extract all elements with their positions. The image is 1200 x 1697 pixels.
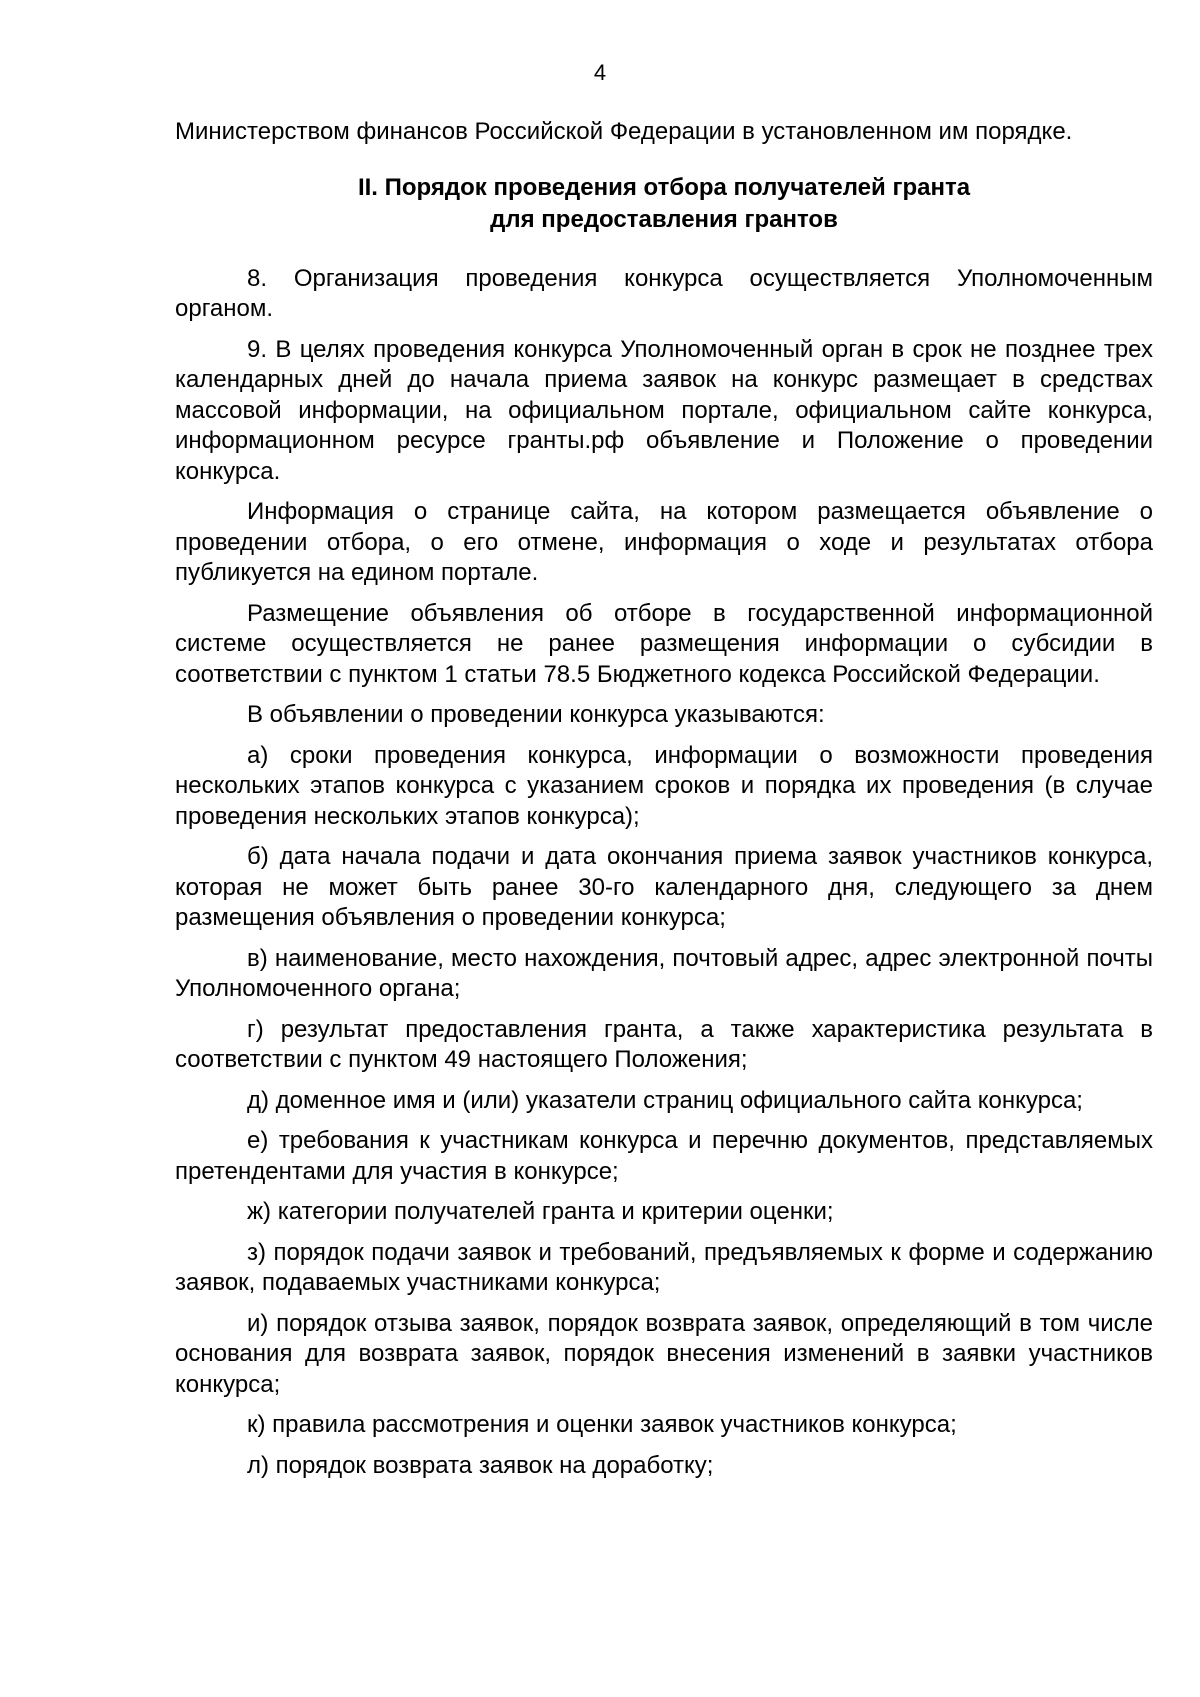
list-item-g: г) результат предоставления гранта, а также характеристика результата в соответствии с пунктом 49 настоящего Положения; bbox=[175, 1015, 1153, 1073]
paragraph-gis-placement: Размещение объявления об отборе в государственной информационной системе осуществляется не ранее размещения информации о субсидии в соответствии с пунктом 1 статьи 78.5 Бюджетного кодекса Российской Федерации. bbox=[175, 599, 1153, 688]
lead-paragraph: Министерством финансов Российской Федерации в установленном им порядке. bbox=[175, 118, 1073, 145]
list-item-e: е) требования к участникам конкурса и перечню документов, представляемых претендентами для участия в конкурсе; bbox=[175, 1127, 1153, 1185]
section-heading-line-1: II. Порядок проведения отбора получателей гранта bbox=[357, 173, 971, 201]
list-item-l: л) порядок возврата заявок на доработку; bbox=[247, 1451, 714, 1479]
section-heading bbox=[175, 172, 1153, 236]
section-heading-line-2: для предоставления грантов bbox=[490, 205, 838, 233]
list-item-z: з) порядок подачи заявок и требований, предъявляемых к форме и содержанию заявок, подаваемых участниками конкурса; bbox=[175, 1238, 1153, 1296]
list-item-a: а) сроки проведения конкурса, информации о возможности проведения нескольких этапов конкурса с указанием сроков и порядка их проведения (в случае проведения нескольких этапов конкурса); bbox=[175, 741, 1153, 830]
document-body bbox=[175, 117, 1153, 1491]
page-number: 4 bbox=[593, 60, 607, 85]
list-item-zh: ж) категории получателей гранта и критерии оценки; bbox=[247, 1198, 834, 1225]
list-item-v: в) наименование, место нахождения, почтовый адрес, адрес электронной почты Уполномоченного органа; bbox=[175, 944, 1153, 1002]
list-item-i: и) порядок отзыва заявок, порядок возврата заявок, определяющий в том числе основания для возврата заявок, порядок внесения изменений в заявки участников конкурса; bbox=[175, 1309, 1153, 1398]
paragraph-8: 8. Организация проведения конкурса осуществляется Уполномоченным органом. bbox=[175, 264, 1153, 322]
paragraph-site-info: Информация о странице сайта, на котором размещается объявление о проведении отбора, о его отмене, информация о ходе и результатах отбора публикуется на едином портале. bbox=[175, 498, 1153, 586]
paragraph-9: 9. В целях проведения конкурса Уполномоченный орган в срок не позднее трех календарных дней до начала приема заявок на конкурс размещает в средствах массовой информации, на официальном портале, официальном сайте конкурса, информационном ресурсе гранты.рф объявление и Положение о проведении конкурса. bbox=[175, 335, 1153, 485]
list-item-d: д) доменное имя и (или) указатели страниц официального сайта конкурса; bbox=[247, 1086, 1083, 1114]
list-item-b: б) дата начала подачи и дата окончания приема заявок участников конкурса, которая не может быть ранее 30-го календарного дня, следующего за днем размещения объявления о проведении конкурса; bbox=[175, 843, 1153, 931]
paragraph-announcement-intro: В объявлении о проведении конкурса указываются: bbox=[247, 701, 825, 728]
list-item-k: к) правила рассмотрения и оценки заявок участников конкурса; bbox=[247, 1411, 957, 1438]
